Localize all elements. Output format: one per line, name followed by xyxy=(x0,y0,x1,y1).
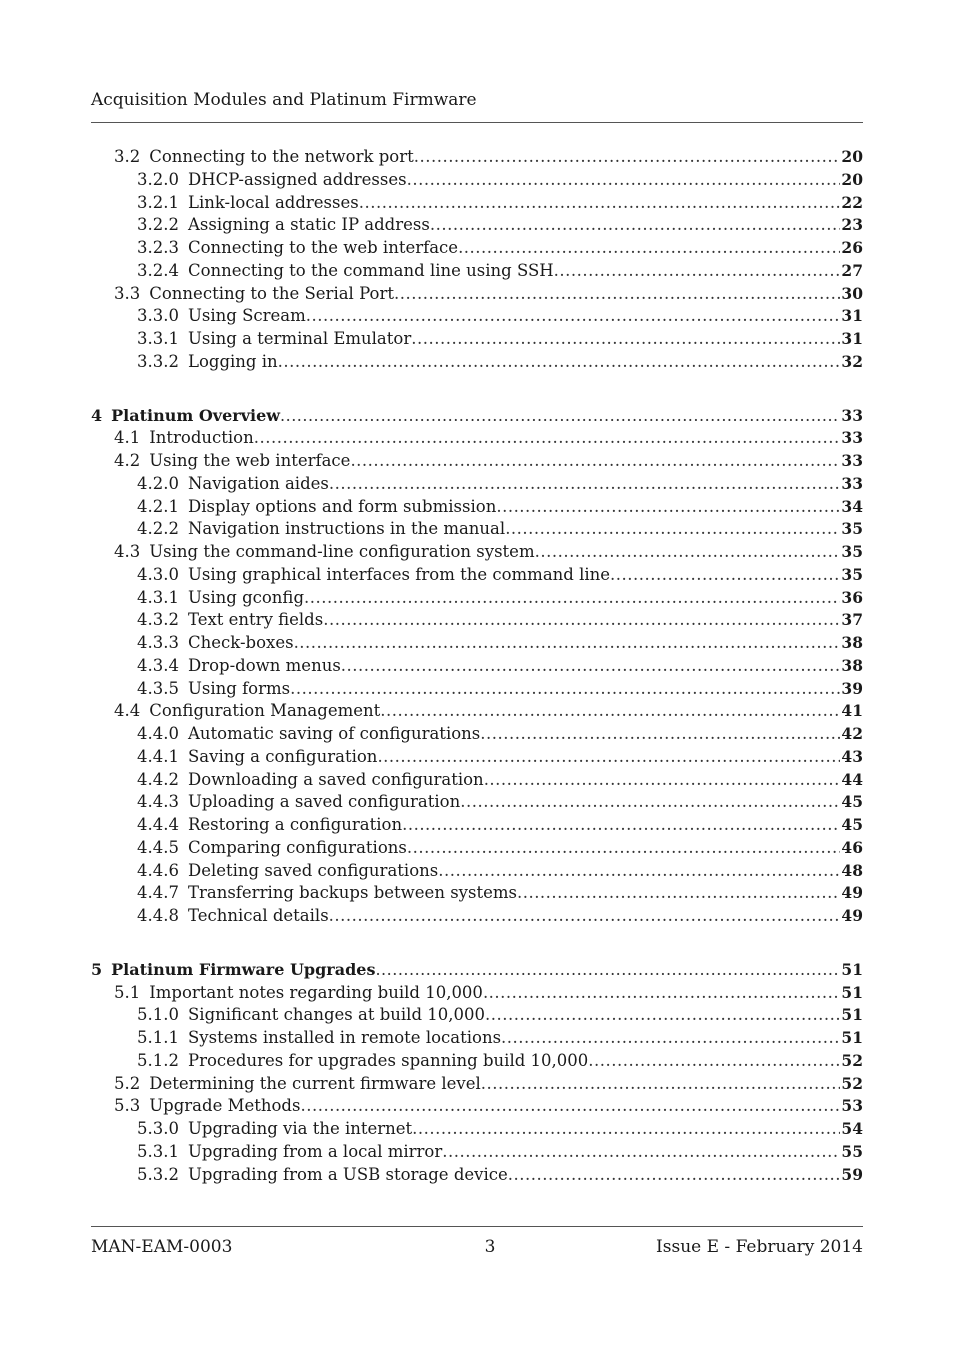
footer-document-id: MAN-EAM-0003 xyxy=(91,1237,233,1257)
toc-entry[interactable] xyxy=(91,1004,863,1027)
toc-entry-number: 4.2.1 xyxy=(137,496,179,516)
toc-entry-number: 4.4.2 xyxy=(137,769,179,789)
toc-entry-title: Using forms xyxy=(187,678,291,698)
toc-entry-title: Upgrade Methods xyxy=(149,1096,301,1116)
toc-entry-title: Upgrading via the internet xyxy=(187,1119,413,1138)
toc-entry-title: Logging in xyxy=(187,351,278,371)
toc-dot-leader xyxy=(508,1164,841,1187)
toc-dot-leader xyxy=(402,814,840,837)
toc-dot-leader xyxy=(329,473,841,496)
toc-entry[interactable] xyxy=(91,473,863,496)
toc-dot-leader xyxy=(350,450,840,473)
toc-entry-page: 45 xyxy=(841,792,863,812)
toc-dot-leader xyxy=(407,837,841,860)
toc-entry[interactable] xyxy=(91,1141,863,1164)
toc-entry-number: 5.2 xyxy=(114,1073,141,1093)
toc-entry[interactable] xyxy=(91,814,863,837)
toc-entry-number: 5.1.0 xyxy=(137,1005,179,1025)
toc-entry[interactable] xyxy=(91,1164,863,1187)
toc-entry-number: 4.4.7 xyxy=(137,883,179,903)
toc-entry-number: 4.3.4 xyxy=(137,655,179,675)
toc-entry-title: Connecting to the network port xyxy=(149,147,414,166)
toc-entry-page: 30 xyxy=(841,283,863,303)
toc-entry-title: Text entry fields xyxy=(187,610,324,630)
toc-entry[interactable] xyxy=(91,351,863,374)
toc-entry-title: Upgrading from a USB storage device xyxy=(187,1164,508,1184)
toc-entry-page: 35 xyxy=(841,564,863,584)
toc-entry-page: 32 xyxy=(841,351,863,371)
toc-entry-page: 33 xyxy=(841,473,863,493)
toc-entry[interactable] xyxy=(91,427,863,450)
toc-dot-leader xyxy=(588,1050,840,1073)
toc-entry-title: Saving a configuration xyxy=(187,746,378,766)
toc-entry-title: Connecting to the web interface xyxy=(187,238,459,257)
toc-entry-page: 33 xyxy=(841,451,863,470)
toc-entry-number: 5.3.2 xyxy=(137,1164,179,1184)
toc-entry[interactable] xyxy=(91,837,863,860)
toc-entry[interactable] xyxy=(91,655,863,678)
toc-entry-page: 38 xyxy=(841,633,863,652)
toc-entry-title: Significant changes at build 10,000 xyxy=(187,1005,485,1025)
toc-entry-number: 3.2.1 xyxy=(137,192,179,212)
toc-entry-page: 42 xyxy=(841,724,863,743)
toc-dot-leader xyxy=(517,882,840,905)
toc-dot-leader xyxy=(380,700,840,723)
toc-entry-title: Using the command-line configuration system xyxy=(149,542,535,561)
toc-dot-leader xyxy=(460,791,840,814)
toc-dot-leader xyxy=(329,905,841,928)
toc-entry[interactable] xyxy=(91,632,863,655)
toc-entry-number: 4.3.2 xyxy=(137,610,179,630)
toc-entry[interactable] xyxy=(91,723,863,746)
toc-entry-title: Introduction xyxy=(149,428,254,448)
toc-entry[interactable] xyxy=(91,905,863,928)
toc-entry-number: 5 xyxy=(91,959,103,979)
toc-entry-number: 3.3 xyxy=(114,283,141,303)
toc-dot-leader xyxy=(394,283,840,306)
toc-entry-title: Using Scream xyxy=(187,306,306,326)
toc-dot-leader xyxy=(359,192,841,215)
toc-entry-number: 4.4 xyxy=(114,701,141,721)
toc-entry-page: 49 xyxy=(841,883,863,903)
toc-entry[interactable] xyxy=(91,1118,863,1141)
toc-entry[interactable] xyxy=(91,700,863,723)
toc-dot-leader xyxy=(535,541,841,564)
toc-entry[interactable] xyxy=(91,746,863,769)
toc-entry[interactable] xyxy=(91,1095,863,1118)
toc-entry-number: 3.2 xyxy=(114,147,141,166)
toc-entry-page: 41 xyxy=(841,701,863,721)
toc-entry[interactable] xyxy=(91,959,863,982)
toc-entry-page: 26 xyxy=(841,238,863,257)
toc-dot-leader xyxy=(485,1004,840,1027)
toc-entry[interactable] xyxy=(91,1050,863,1073)
toc-entry-number: 4.3.5 xyxy=(137,678,179,698)
toc-entry-title: Link-local addresses xyxy=(187,192,359,212)
toc-entry-title: Uploading a saved configuration xyxy=(187,792,461,812)
toc-entry-page: 51 xyxy=(841,959,863,979)
toc-dot-leader xyxy=(407,169,841,192)
toc-entry-title: DHCP-assigned addresses xyxy=(187,169,407,189)
toc-entry-title: Using a terminal Emulator xyxy=(187,329,412,348)
toc-dot-leader xyxy=(300,1095,840,1118)
toc-entry-page: 44 xyxy=(841,769,863,789)
toc-entry-number: 3.2.0 xyxy=(137,169,179,189)
toc-entry[interactable] xyxy=(91,609,863,632)
toc-entry-title: Deleting saved configurations xyxy=(187,860,439,880)
toc-entry[interactable] xyxy=(91,791,863,814)
toc-entry-page: 33 xyxy=(841,428,863,448)
toc-entry[interactable] xyxy=(91,587,863,610)
toc-entry-number: 4.3.0 xyxy=(137,564,179,584)
toc-entry-title: Restoring a configuration xyxy=(187,815,403,834)
toc-entry-page: 52 xyxy=(841,1073,863,1093)
toc-dot-leader xyxy=(341,655,841,678)
toc-entry[interactable] xyxy=(91,1027,863,1050)
toc-dot-leader xyxy=(501,1027,840,1050)
toc-entry-number: 4.3.3 xyxy=(137,633,179,652)
toc-entry-number: 5.1.1 xyxy=(137,1028,179,1047)
toc-entry[interactable] xyxy=(91,982,863,1005)
toc-entry[interactable] xyxy=(91,882,863,905)
toc-dot-leader xyxy=(480,723,840,746)
toc-dot-leader xyxy=(254,427,841,450)
toc-entry-number: 4.4.6 xyxy=(137,860,179,880)
toc-entry-number: 3.3.2 xyxy=(137,351,179,371)
toc-entry-title: Determining the current firmware level xyxy=(149,1073,481,1093)
toc-entry[interactable] xyxy=(91,860,863,883)
toc-entry-page: 38 xyxy=(841,655,863,675)
toc-entry-number: 4.4.0 xyxy=(137,724,179,743)
toc-entry-page: 31 xyxy=(841,306,863,326)
toc-entry-page: 31 xyxy=(841,329,863,348)
footer-issue-date: Issue E - February 2014 xyxy=(656,1237,863,1257)
toc-entry-page: 27 xyxy=(841,260,863,280)
toc-dot-leader xyxy=(430,214,841,237)
toc-entry-number: 3.3.0 xyxy=(137,306,179,326)
toc-entry[interactable] xyxy=(91,146,863,169)
toc-entry[interactable] xyxy=(91,1073,863,1096)
toc-dot-leader xyxy=(278,351,841,374)
toc-entry-page: 35 xyxy=(841,519,863,539)
toc-entry-page: 43 xyxy=(841,746,863,766)
toc-entry-number: 5.1 xyxy=(114,982,141,1002)
toc-dot-leader xyxy=(554,260,841,283)
toc-entry-number: 4.4.8 xyxy=(137,906,179,925)
toc-entry-page: 37 xyxy=(841,610,863,630)
toc-entry[interactable] xyxy=(91,169,863,192)
toc-entry-page: 22 xyxy=(841,192,863,212)
toc-entry-number: 4.2.0 xyxy=(137,473,179,493)
toc-entry-number: 3.2.2 xyxy=(137,215,179,235)
toc-dot-leader xyxy=(412,1118,840,1141)
toc-dot-leader xyxy=(377,746,840,769)
toc-dot-leader xyxy=(505,518,840,541)
toc-entry-title: Configuration Management xyxy=(149,701,381,721)
toc-entry[interactable] xyxy=(91,283,863,306)
toc-entry-title: Transferring backups between systems xyxy=(187,883,517,903)
toc-entry-page: 52 xyxy=(841,1050,863,1070)
toc-entry-number: 4.4.1 xyxy=(137,746,179,766)
toc-entry-page: 33 xyxy=(841,405,863,425)
toc-entry-number: 5.3.0 xyxy=(137,1119,179,1138)
toc-entry-number: 4.4.3 xyxy=(137,792,179,812)
toc-entry-title: Using the web interface xyxy=(149,451,351,470)
toc-dot-leader xyxy=(484,769,841,792)
toc-dot-leader xyxy=(496,496,840,519)
toc-entry-title: Check-boxes xyxy=(187,633,294,652)
toc-dot-leader xyxy=(375,959,840,982)
toc-dot-leader xyxy=(323,609,840,632)
toc-entry-page: 51 xyxy=(841,1005,863,1025)
toc-entry-title: Using graphical interfaces from the command line xyxy=(187,564,611,584)
toc-entry-number: 4.3.1 xyxy=(137,587,179,607)
toc-entry-title: Procedures for upgrades spanning build 10,000 xyxy=(187,1050,589,1070)
toc-entry-title: Navigation aides xyxy=(187,473,329,493)
header-divider xyxy=(91,122,863,123)
footer-divider xyxy=(91,1226,863,1227)
toc-entry-title: Using gconfig xyxy=(187,587,304,607)
toc-entry[interactable] xyxy=(91,305,863,328)
toc-entry-title: Connecting to the command line using SSH xyxy=(187,260,554,280)
toc-entry-title: Display options and form submission xyxy=(187,496,497,516)
toc-entry-page: 51 xyxy=(841,982,863,1002)
toc-entry-number: 5.1.2 xyxy=(137,1050,179,1070)
toc-entry[interactable] xyxy=(91,214,863,237)
running-header-title: Acquisition Modules and Platinum Firmware xyxy=(91,90,477,110)
toc-entry-number: 3.2.4 xyxy=(137,260,179,280)
toc-entry-number: 4.3 xyxy=(114,542,141,561)
toc-entry-page: 20 xyxy=(841,147,863,166)
toc-entry-number: 4.4.4 xyxy=(137,815,179,834)
toc-entry-title: Platinum Firmware Upgrades xyxy=(111,959,376,979)
toc-entry-title: Systems installed in remote locations xyxy=(187,1028,502,1047)
toc-dot-leader xyxy=(483,982,840,1005)
toc-entry-page: 35 xyxy=(841,542,863,561)
table-of-contents xyxy=(91,146,863,1186)
toc-entry-number: 5.3 xyxy=(114,1096,141,1116)
toc-entry-page: 51 xyxy=(841,1028,863,1047)
toc-entry-page: 23 xyxy=(841,215,863,235)
toc-entry-title: Navigation instructions in the manual xyxy=(187,519,506,539)
toc-entry-title: Assigning a static IP address xyxy=(187,215,430,235)
toc-entry-page: 39 xyxy=(841,678,863,698)
toc-entry-title: Downloading a saved configuration xyxy=(187,769,484,789)
toc-entry-title: Drop-down menus xyxy=(187,655,341,675)
toc-entry[interactable] xyxy=(91,192,863,215)
toc-dot-leader xyxy=(458,237,840,260)
toc-dot-leader xyxy=(438,860,840,883)
toc-entry-page: 36 xyxy=(841,587,863,607)
toc-entry[interactable] xyxy=(91,564,863,587)
toc-entry[interactable] xyxy=(91,405,863,428)
toc-entry-page: 34 xyxy=(841,496,863,516)
toc-entry-page: 20 xyxy=(841,169,863,189)
toc-entry-number: 4.4.5 xyxy=(137,837,179,857)
toc-entry-number: 3.3.1 xyxy=(137,329,179,348)
toc-dot-leader xyxy=(411,328,840,351)
toc-entry-title: Important notes regarding build 10,000 xyxy=(149,982,483,1002)
toc-dot-leader xyxy=(306,305,841,328)
toc-entry[interactable] xyxy=(91,328,863,351)
footer-page-number: 3 xyxy=(484,1237,496,1257)
toc-entry-page: 54 xyxy=(841,1119,863,1138)
toc-entry[interactable] xyxy=(91,450,863,473)
toc-entry-title: Platinum Overview xyxy=(111,405,281,425)
toc-dot-leader xyxy=(290,678,840,701)
toc-dot-leader xyxy=(304,587,840,610)
toc-entry-number: 3.2.3 xyxy=(137,238,179,257)
toc-dot-leader xyxy=(280,405,840,428)
toc-entry[interactable] xyxy=(91,541,863,564)
toc-dot-leader xyxy=(481,1073,841,1096)
toc-entry-title: Automatic saving of configurations xyxy=(187,724,481,743)
toc-entry-number: 4.1 xyxy=(114,428,141,448)
toc-entry[interactable] xyxy=(91,678,863,701)
toc-dot-leader xyxy=(294,632,841,655)
toc-entry[interactable] xyxy=(91,237,863,260)
toc-entry-page: 59 xyxy=(841,1164,863,1184)
toc-entry-page: 49 xyxy=(841,906,863,925)
toc-entry-title: Connecting to the Serial Port xyxy=(149,283,394,303)
toc-entry-number: 4 xyxy=(91,405,103,425)
toc-entry[interactable] xyxy=(91,769,863,792)
toc-entry-title: Upgrading from a local mirror xyxy=(187,1141,443,1161)
toc-entry[interactable] xyxy=(91,496,863,519)
toc-dot-leader xyxy=(442,1141,840,1164)
toc-entry-title: Technical details xyxy=(187,906,329,925)
toc-entry-page: 53 xyxy=(841,1096,863,1116)
toc-entry-number: 4.2.2 xyxy=(137,519,179,539)
toc-dot-leader xyxy=(610,564,840,587)
toc-entry[interactable] xyxy=(91,518,863,541)
toc-entry-page: 46 xyxy=(841,837,863,857)
toc-entry-page: 45 xyxy=(841,815,863,834)
toc-entry-page: 55 xyxy=(841,1141,863,1161)
toc-entry-number: 5.3.1 xyxy=(137,1141,179,1161)
toc-entry-page: 48 xyxy=(841,860,863,880)
toc-entry-title: Comparing configurations xyxy=(187,837,407,857)
toc-dot-leader xyxy=(414,146,841,169)
toc-entry-number: 4.2 xyxy=(114,451,141,470)
toc-entry[interactable] xyxy=(91,260,863,283)
